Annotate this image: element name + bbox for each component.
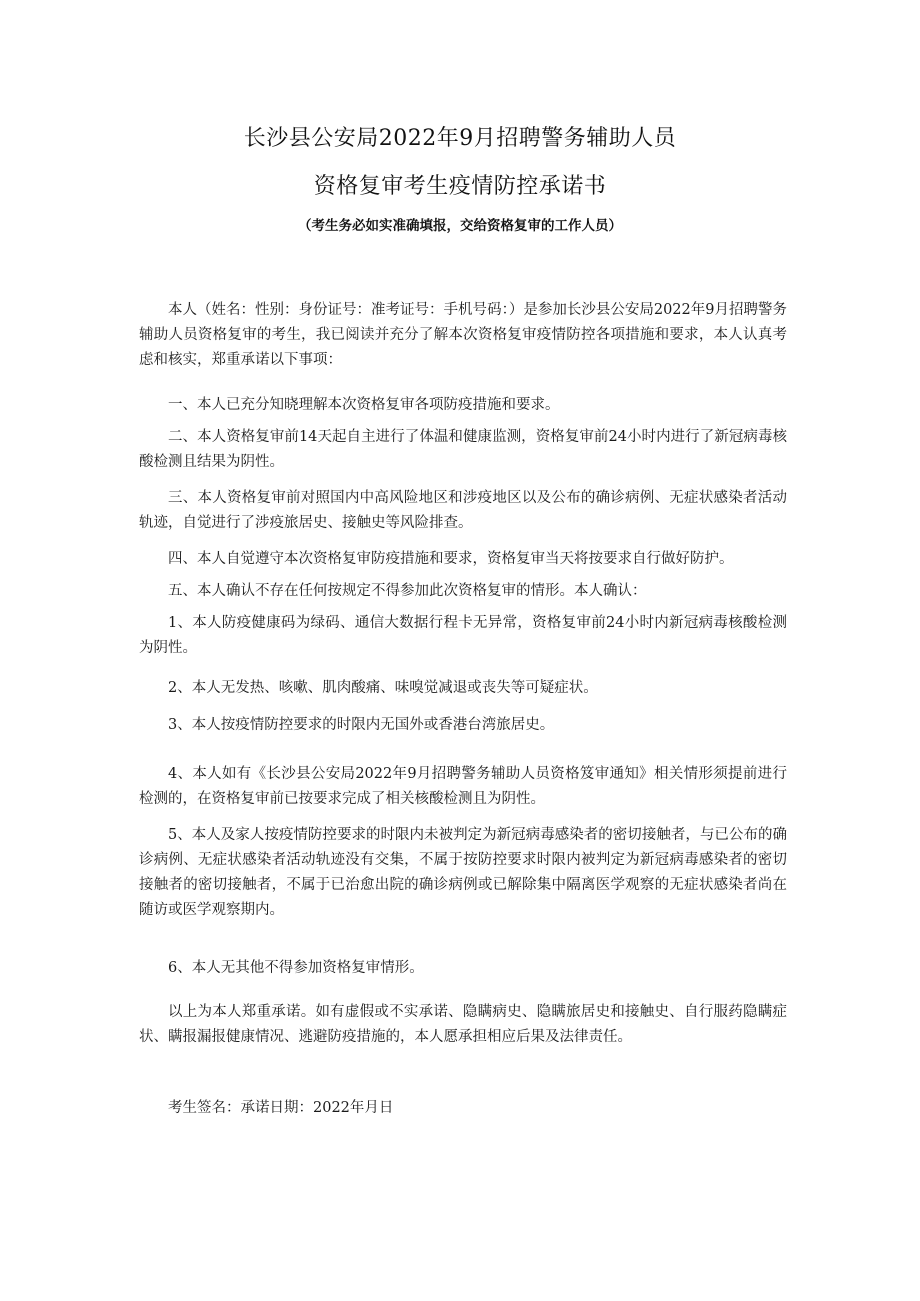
document-subtitle: （考生务必如实准确填报，交给资格复审的工作人员） — [298, 218, 622, 234]
confirmation-item-6: 6、本人无其他不得参加资格复审情形。 — [168, 960, 424, 976]
commitment-item-4: 四、本人自觉遵守本次资格复审防疫措施和要求，资格复审当天将按要求自行做好防护。 — [168, 551, 734, 567]
document-title-line2: 资格复审考生疫情防控承诺书 — [313, 174, 607, 199]
commitment-item-2: 二、本人资格复审前14天起自主进行了体温和健康监测，资格复审前24小时内进行了新冠病毒核酸检测且结果为阴性。 — [139, 429, 787, 470]
signature-line: 考生签名：承诺日期：2022年月日 — [168, 1100, 394, 1116]
commitment-item-1: 一、本人已充分知晓理解本次资格复审各项防疫措施和要求。 — [168, 397, 560, 413]
commitment-item-5: 五、本人确认不存在任何按规定不得参加此次资格复审的情形。本人确认： — [168, 583, 647, 599]
commitment-item-3: 三、本人资格复审前对照国内中高风险地区和涉疫地区以及公布的确诊病例、无症状感染者活动轨迹，自觉进行了涉疫旅居史、接触史等风险排查。 — [139, 490, 787, 531]
closing-statement: 以上为本人郑重承诺。如有虚假或不实承诺、隐瞒病史、隐瞒旅居史和接触史、自行服药隐瞒症状、瞒报漏报健康情况、逃避防疫措施的，本人愿承担相应后果及法律责任。 — [139, 1004, 787, 1045]
confirmation-item-3: 3、本人按疫情防控要求的时限内无国外或香港台湾旅居史。 — [168, 717, 555, 733]
confirmation-item-5: 5、本人及家人按疫情防控要求的时限内未被判定为新冠病毒感染者的密切接触者，与已公布的确诊病例、无症状感染者活动轨迹没有交集，不属于按防控要求时限内被判定为新冠病毒感染者的密切接触者的密切接触者，不属于已治愈出院的确诊病例或已解除集中隔离医学观察的无症状感染者尚在随访或医学观察期内。 — [139, 827, 787, 918]
confirmation-item-2: 2、本人无发热、咳嗽、肌肉酸痛、味嗅觉减退或丧失等可疑症状。 — [168, 680, 598, 696]
document-title-line1: 长沙县公安局2022年9月招聘警务辅助人员 — [243, 126, 677, 151]
intro-paragraph: 本人（姓名：性别：身份证号：准考证号：手机号码：）是参加长沙县公安局2022年9月招聘警务辅助人员资格复审的考生，我已阅读并充分了解本次资格复审疫情防控各项措施和要求，本人认真考虑和核实，郑重承诺以下事项： — [139, 302, 787, 368]
confirmation-item-4: 4、本人如有《长沙县公安局2022年9月招聘警务辅助人员资格笈审通知》相关情形须提前进行检测的，在资格复审前已按要求完成了相关核酸检测且为阴性。 — [139, 766, 787, 807]
confirmation-item-1: 1、本人防疫健康码为绿码、通信大数据行程卡无异常，资格复审前24小时内新冠病毒核酸检测为阴性。 — [139, 615, 787, 656]
